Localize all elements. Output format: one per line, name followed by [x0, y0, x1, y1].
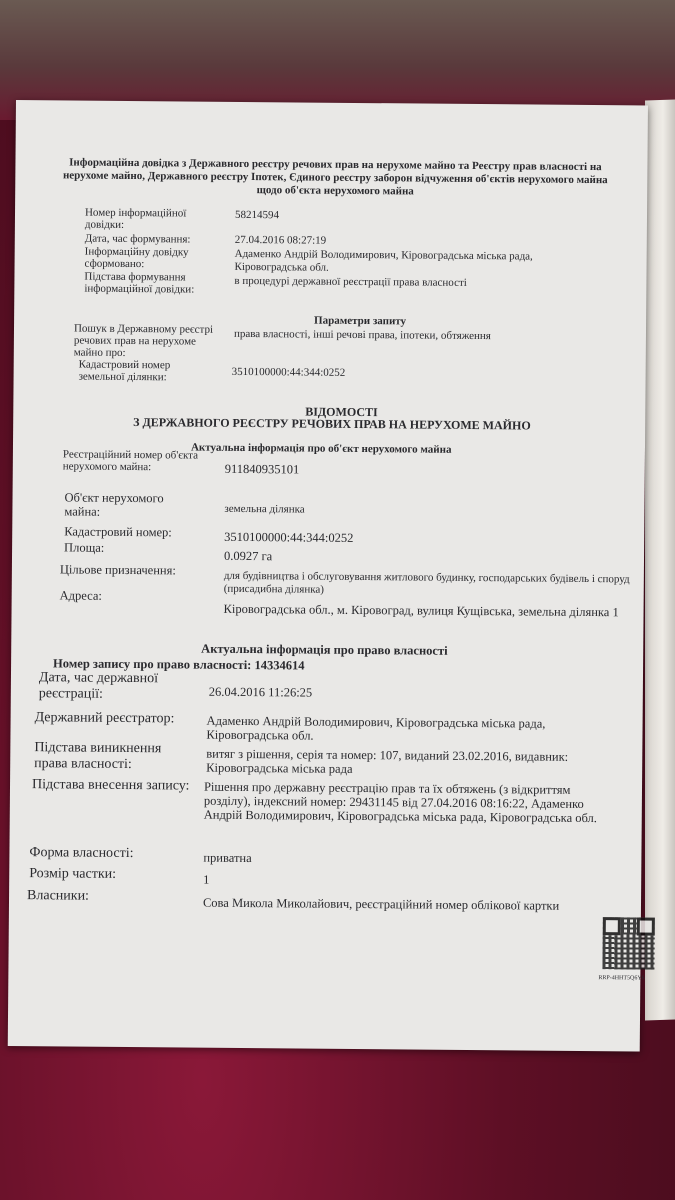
info-value-basis: в процедурі державної реєстрації права власності: [234, 274, 467, 289]
ownership-heading: Актуальна інформація про право власності: [201, 641, 448, 658]
ownership-label-share: Розмір частки:: [29, 866, 117, 882]
ownership-label-date: Дата, час державної реєстрації:: [38, 670, 159, 702]
ownership-label-registrar: Державний реєстратор:: [34, 710, 175, 727]
info-value-date: 27.04.2016 08:27:19: [234, 233, 327, 247]
ownership-label-entry-basis: Підстава внесення запису:: [31, 777, 190, 794]
document-title: Інформаційна довідка з Державного реєстру речових прав на нерухоме майно та Реєстру прав власності на нерухоме майно, Державного реєстру Іпотек, Єдиного реєстру заборон відчуження об'єктів нерухомого майна щодо об'єкта нерухомого майна: [62, 156, 608, 198]
object-value-type: земельна ділянка: [224, 502, 305, 516]
query-label-cadastral: Кадастровий номер земельної ділянки:: [78, 358, 171, 384]
section-heading-2: З ДЕРЖАВНОГО РЕЄСТРУ РЕЧОВИХ ПРАВ НА НЕРУХОМЕ МАЙНО: [133, 415, 531, 433]
object-label-regnum: Реєстраційний номер об'єкта нерухомого майна:: [62, 448, 199, 474]
ownership-record-number: Номер запису про право власності: 14334614: [53, 656, 305, 673]
info-value-formed-by: Адаменко Андрій Володимирович, Кіровоградська міська рада, Кіровоградська обл.: [234, 247, 533, 274]
object-value-address: Кіровоградська обл., м. Кіровоград, вулиця Кущівська, земельна ділянка 1: [223, 601, 619, 620]
object-label-address: Адреса:: [59, 588, 102, 603]
object-value-regnum: 911840935101: [224, 461, 300, 477]
query-heading: Параметри запиту: [314, 314, 407, 328]
object-label-type: Об'єкт нерухомого майна:: [64, 490, 164, 519]
object-value-cadastral: 3510100000:44:344:0252: [224, 529, 354, 545]
object-label-purpose: Цільове призначення:: [59, 562, 176, 578]
info-label-basis: Підстава формування інформаційної довідки:: [84, 270, 195, 296]
ownership-label-owners: Власники:: [26, 888, 90, 904]
query-label-search: Пошук в Державному реєстрі речових прав на нерухоме майно про:: [73, 322, 214, 359]
ownership-value-date: 26.04.2016 11:26:25: [208, 684, 313, 700]
object-label-area: Площа:: [64, 540, 105, 555]
info-label-date: Дата, час формування:: [84, 232, 191, 246]
ownership-value-entry-basis: Рішення про державну реєстрацію прав та їх обтяжень (з відкриттям розділу), індексний номер: 29431145 від 27.04.2016 08:16:22, Адаменко Андрій Володимирович, Кіровоградська міська рада, Кіровоградська обл.: [203, 779, 598, 826]
ownership-value-form: приватна: [203, 850, 252, 866]
ownership-value-owners: Сова Микола Миколайович, реєстраційний номер облікової картки: [202, 895, 560, 913]
adjacent-document-edge: [645, 99, 675, 1020]
qr-code: [602, 917, 654, 969]
query-value-cadastral: 3510100000:44:344:0252: [231, 365, 346, 379]
info-label-formed-by: Інформаційну довідку сформовано:: [84, 245, 189, 271]
ownership-label-form: Форма власності:: [29, 845, 134, 862]
object-value-purpose: для будівництва і обслуговування житлового будинку, господарських будівель і споруд (присадибна ділянка): [223, 569, 630, 596]
ownership-value-origin: витяг з рішення, серія та номер: 107, виданий 23.02.2016, видавник: Кіровоградська міська рада: [206, 746, 569, 776]
object-label-cadastral: Кадастровий номер:: [64, 524, 172, 540]
document-code: RRP-4HHT5Q6Y6: [598, 975, 645, 982]
info-label-number: Номер інформаційної довідки:: [84, 206, 187, 231]
section-heading-1: ВІДОМОСТІ: [305, 404, 378, 420]
object-value-area: 0.0927 га: [223, 548, 273, 564]
ownership-value-registrar: Адаменко Андрій Володимирович, Кіровоградська міська рада, Кіровоградська обл.: [206, 713, 546, 743]
document-page: [8, 100, 648, 1051]
info-value-number: 58214594: [234, 208, 280, 222]
ownership-label-origin: Підстава виникнення права власності:: [34, 740, 162, 773]
query-value-search: права власності, інші речові права, іпотеки, обтяження: [233, 327, 491, 343]
object-heading: Актуальна інформація про об'єкт нерухомого майна: [190, 441, 452, 456]
ownership-value-share: 1: [203, 872, 210, 887]
